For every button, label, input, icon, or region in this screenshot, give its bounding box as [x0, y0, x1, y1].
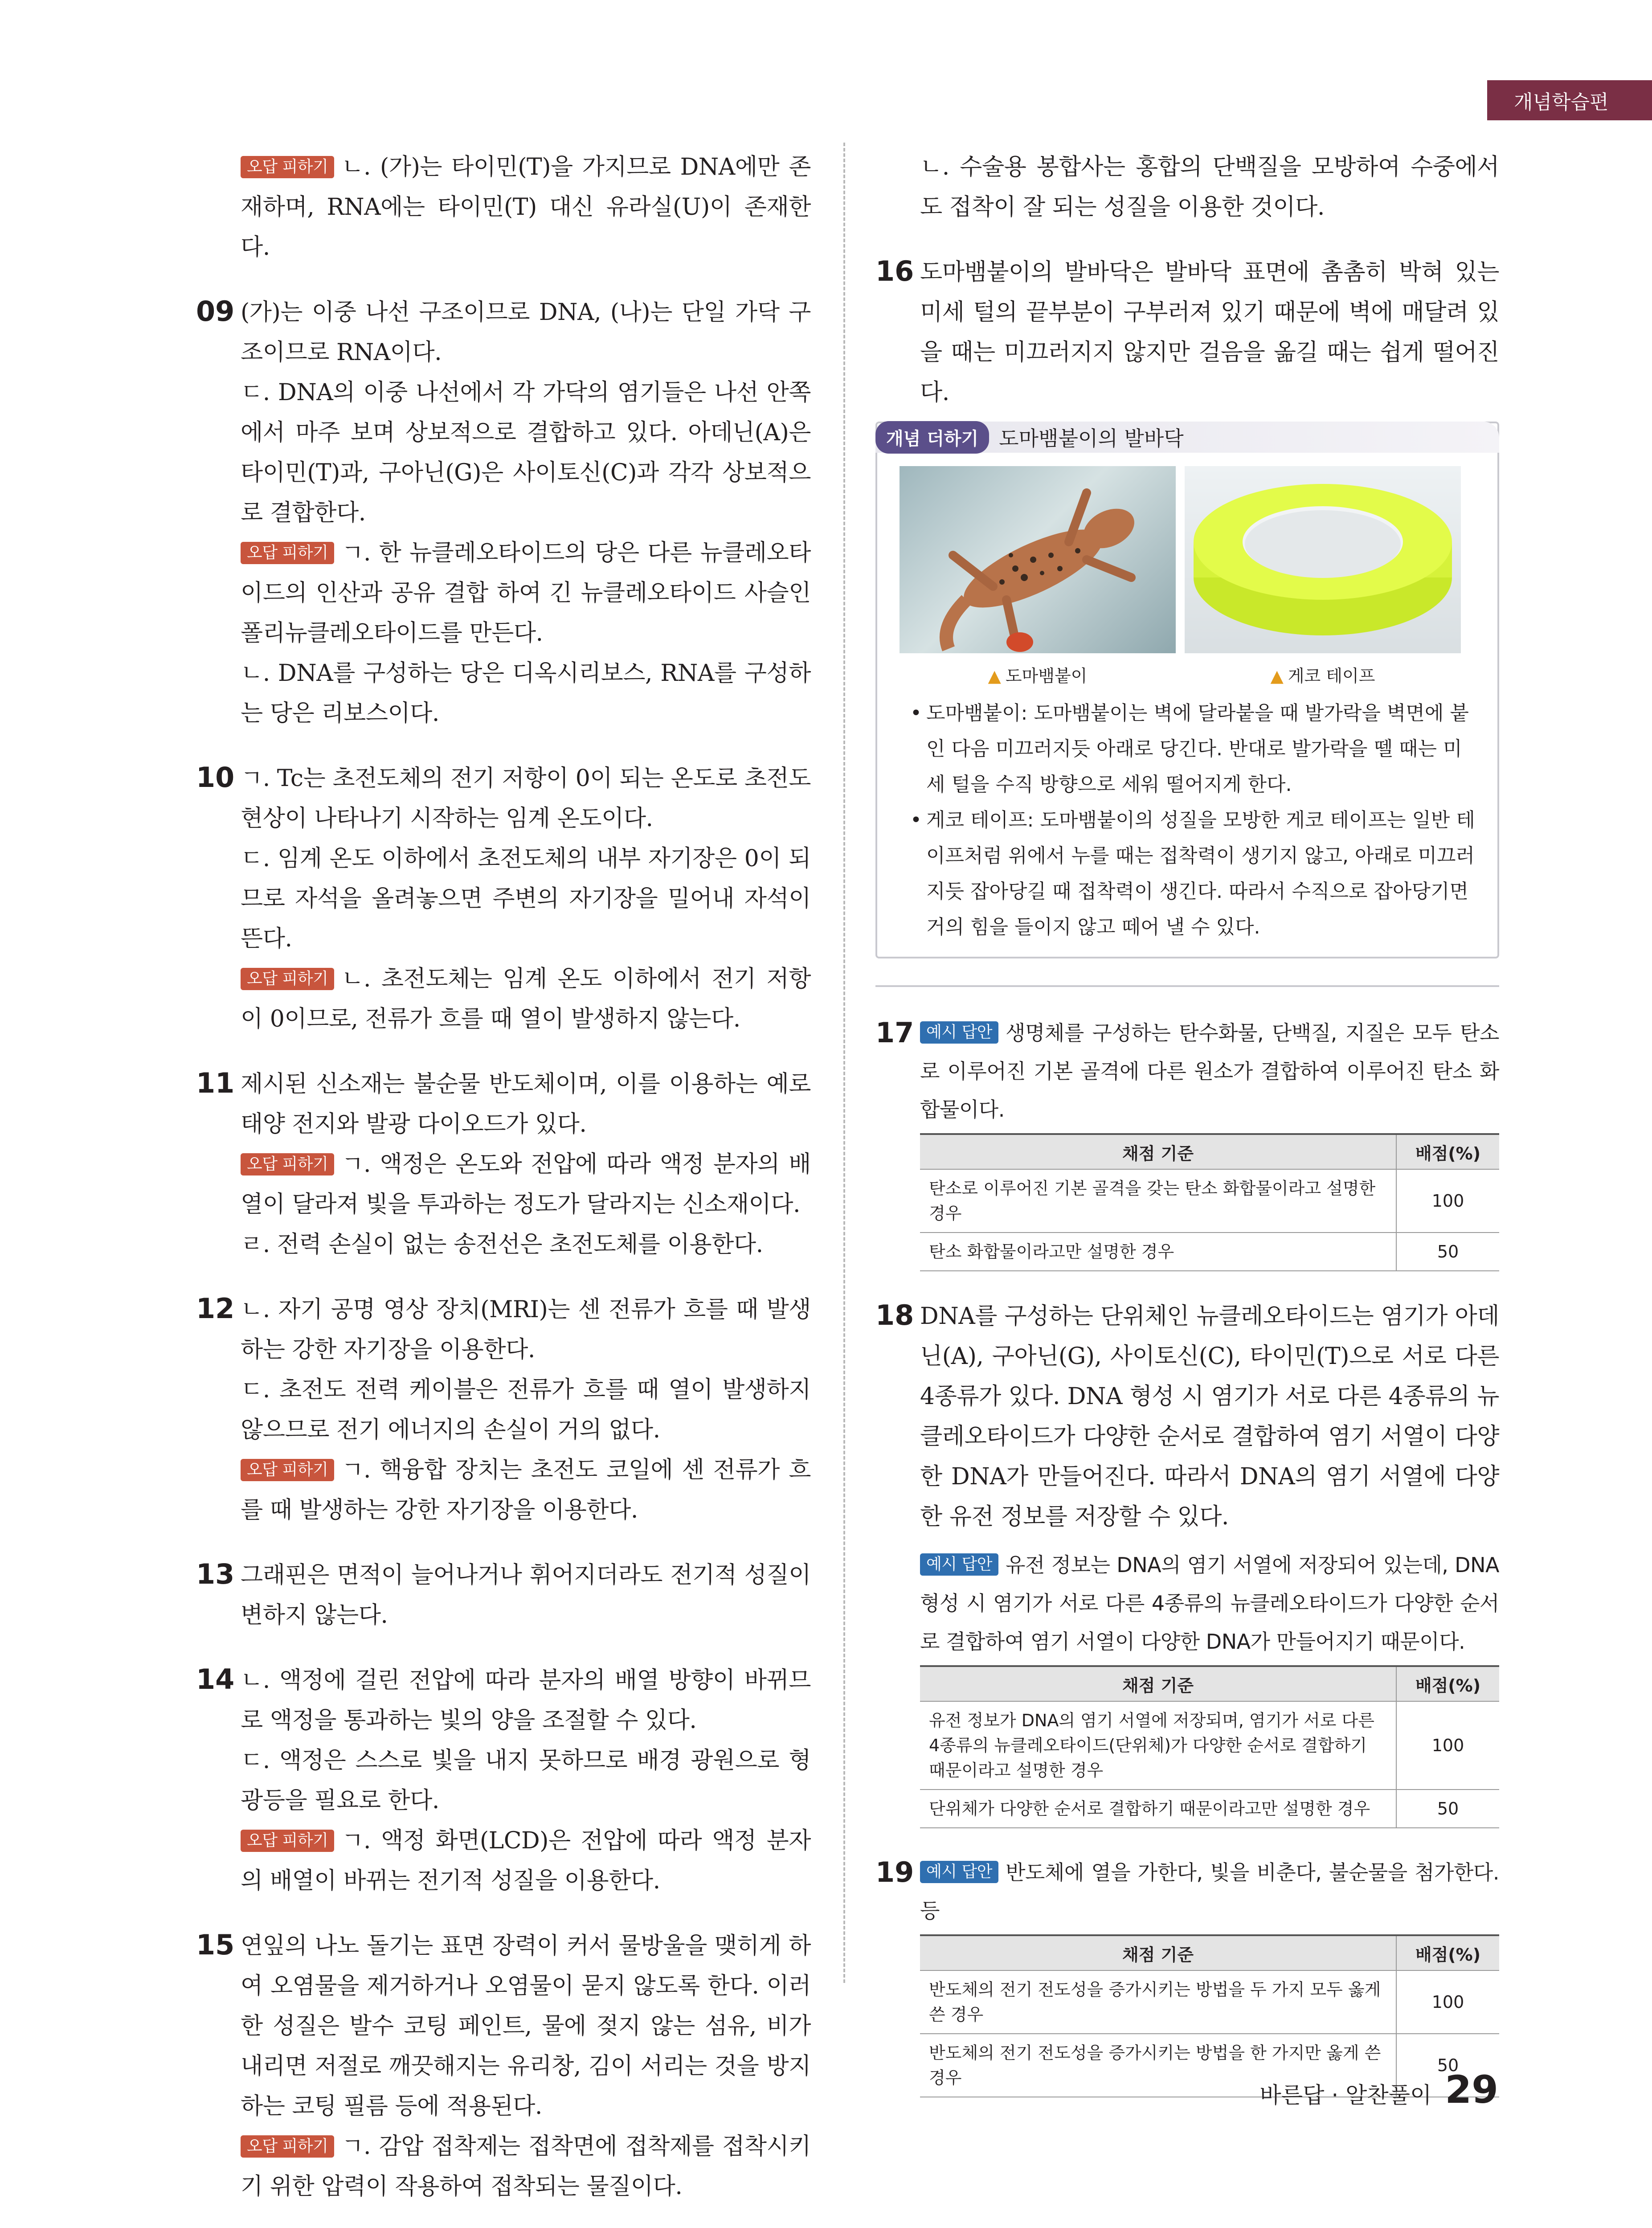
example-answer: 유전 정보는 DNA의 염기 서열에 저장되어 있는데, DNA 형성 시 염기가 서로 다른 4종류의 뉴클레오타이드가 다양한 순서로 결합하여 염기 서열이 다양한 DNA가 만들어지기 때문이다.: [920, 1553, 1499, 1654]
answer-text: ㄱ. Tc는 초전도체의 전기 저항이 0이 되는 온도로 초전도 현상이 나타나기 시작하는 임계 온도이다.: [241, 765, 811, 832]
answer-text: ㄷ. 초전도 전력 케이블은 전류가 흐를 때 열이 발생하지 않으므로 전기 에너지의 손실이 거의 없다.: [241, 1376, 811, 1443]
answer-text: ㄷ. DNA의 이중 나선에서 각 가닥의 염기들은 나선 안쪽에서 마주 보며 상보적으로 결합하고 있다. 아데닌(A)은 타이민(T)과, 구아닌(G)은 사이토신(C)과 각각 상보적으로 결합한다.: [241, 379, 811, 526]
question-number: 11: [196, 1067, 235, 1099]
avoid-badge: 오답 피하기: [241, 1153, 334, 1175]
triangle-icon: ▲: [988, 666, 1001, 686]
answer-text: ㄱ. 액정 화면(LCD)은 전압에 따라 액정 분자의 배열이 바뀌는 전기적 성질을 이용한다.: [241, 1827, 811, 1894]
question-number: 18: [875, 1299, 914, 1331]
triangle-icon: ▲: [1270, 666, 1284, 686]
q08-continued: [196, 147, 811, 267]
avoid-badge: 오답 피하기: [241, 968, 334, 990]
answer-text: ㄱ. 감압 접착제는 접착면에 접착제를 접착시키기 위한 압력이 작용하여 접착되는 물질이다.: [241, 2133, 811, 2200]
page-number: 29: [1445, 2068, 1498, 2112]
avoid-badge: 오답 피하기: [241, 1459, 334, 1481]
bullet-item: • 도마뱀붙이: 도마뱀붙이는 벽에 달라붙을 때 발가락을 벽면에 붙인 다음 미끄러지듯 아래로 당긴다. 반대로 발가락을 뗄 때는 미세 털을 수직 방향으로 세워 떨어지게 한다.: [926, 696, 1480, 803]
answer-text: ㄴ. 자기 공명 영상 장치(MRI)는 센 전류가 흐를 때 발생하는 강한 자기장을 이용한다.: [241, 1296, 811, 1363]
concept-plus-header: [875, 422, 1499, 453]
question-10: [196, 758, 811, 1039]
points-header: 배점(%): [1396, 1666, 1499, 1701]
right-column: [875, 147, 1499, 2122]
answer-text: (가)는 이중 나선 구조이므로 DNA, (나)는 단일 가닥 구조이므로 RNA이다.: [241, 299, 811, 366]
criteria-header: 채점 기준: [920, 1935, 1396, 1970]
example-answer: 생명체를 구성하는 탄수화물, 단백질, 지질은 모두 탄소로 이루어진 기본 골격에 다른 원소가 결합하여 이루어진 탄소 화합물이다.: [920, 1021, 1499, 1122]
points-header: 배점(%): [1396, 1935, 1499, 1970]
table-row: 반도체의 전기 전도성을 증가시키는 방법을 한 가지만 옳게 쓴 경우 50: [920, 2034, 1499, 2097]
answer-text: ㄹ. 전력 손실이 없는 송전선은 초전도체를 이용한다.: [241, 1231, 763, 1258]
answer-text: ㄷ. 액정은 스스로 빛을 내지 못하므로 배경 광원으로 형광등을 필요로 한다.: [241, 1747, 811, 1814]
example-badge: 예시 답안: [920, 1553, 998, 1576]
answer-text: ㄱ. 액정은 온도와 전압에 따라 액정 분자의 배열이 달라져 빛을 투과하는 정도가 달라지는 신소재이다.: [241, 1151, 811, 1218]
example-badge: 예시 답안: [920, 1021, 998, 1044]
answer-text: ㄴ. (가)는 타이민(T)을 가지므로 DNA에만 존재하며, RNA에는 타이민(T) 대신 유라실(U)이 존재한다.: [241, 154, 811, 261]
plus-badge: 개념 더하기: [875, 421, 989, 454]
photo-row: [877, 453, 1497, 653]
caption-tape: ▲ 게코 테이프: [1270, 666, 1375, 686]
question-number: 14: [196, 1663, 235, 1696]
answer-text: ㄴ. 액정에 걸린 전압에 따라 분자의 배열 방향이 바뀌므로 액정을 통과하는 빛의 양을 조절할 수 있다.: [241, 1667, 811, 1734]
example-badge: 예시 답안: [920, 1861, 998, 1883]
left-column: [196, 147, 811, 2228]
answer-text: 도마뱀붙이의 발바닥은 발바닥 표면에 촘촘히 박혀 있는 미세 털의 끝부분이 구부러져 있기 때문에 벽에 매달려 있을 때는 미끄러지지 않지만 걸음을 옮길 때는 쉽게 떨어진다.: [920, 259, 1499, 406]
question-13: [196, 1555, 811, 1635]
answer-text: ㄱ. 한 뉴클레오타이드의 당은 다른 뉴클레오타이드의 인산과 공유 결합 하여 긴 뉴클레오타이드 사슬인 폴리뉴클레오타이드를 만든다.: [241, 540, 811, 647]
section-rule: [875, 985, 1499, 987]
avoid-badge: 오답 피하기: [241, 542, 334, 564]
avoid-badge: 오답 피하기: [241, 2135, 334, 2158]
plus-bullets: [877, 696, 1497, 945]
answer-text: 제시된 신소재는 불순물 반도체이며, 이를 이용하는 예로 태양 전지와 발광 다이오드가 있다.: [241, 1071, 811, 1138]
answer-text: ㄴ. 초전도체는 임계 온도 이하에서 전기 저항이 0이므로, 전류가 흐를 때 열이 발생하지 않는다.: [241, 966, 811, 1032]
question-number: 10: [196, 761, 235, 794]
table-row: 단위체가 다양한 순서로 결합하기 때문이라고만 설명한 경우 50: [920, 1790, 1499, 1828]
question-17: [875, 1014, 1499, 1271]
answer-text: ㄷ. 임계 온도 이하에서 초전도체의 내부 자기장은 0이 되므로 자석을 올려놓으면 주변의 자기장을 밀어내 자석이 뜬다.: [241, 845, 811, 952]
question-16: [875, 252, 1499, 413]
question-number: 12: [196, 1292, 235, 1325]
example-answer: 반도체에 열을 가한다, 빛을 비춘다, 불순물을 첨가한다. 등: [920, 1860, 1499, 1923]
question-19: [875, 1853, 1499, 2097]
question-14: [196, 1660, 811, 1901]
q15-continued: [875, 147, 1499, 227]
question-number: 19: [875, 1856, 914, 1888]
table-row: 탄소로 이루어진 기본 골격을 갖는 탄소 화합물이라고 설명한 경우 100: [920, 1169, 1499, 1233]
criteria-header: 채점 기준: [920, 1666, 1396, 1701]
table-row: 유전 정보가 DNA의 염기 서열에 저장되며, 염기가 서로 다른 4종류의 뉴클레오타이드(단위체)가 다양한 순서로 결합하기 때문이라고 설명한 경우 100: [920, 1701, 1499, 1790]
question-number: 17: [875, 1016, 914, 1049]
photo-captions: [877, 653, 1497, 687]
plus-title: 도마뱀붙이의 발바닥: [999, 426, 1184, 451]
question-15: [196, 1926, 811, 2207]
gecko-photo: [900, 466, 1176, 653]
answer-text: ㄱ. 핵융합 장치는 초전도 코일에 센 전류가 흐를 때 발생하는 강한 자기장을 이용한다.: [241, 1457, 811, 1524]
question-12: [196, 1290, 811, 1530]
answer-text: DNA를 구성하는 단위체인 뉴클레오타이드는 염기가 아데닌(A), 구아닌(G), 사이토신(C), 타이민(T)으로 서로 다른 4종류가 있다. DNA 형성 시 염기가 서로 다른 4종류의 뉴클레오타이드가 다양한 순서로 결합하여 염기 서열이 다양한 DNA가 만들어진다. 따라서 DNA의 염기 서열에 다양한 유전 정보를 저장할 수 있다.: [920, 1303, 1499, 1530]
page-footer: [1260, 2068, 1498, 2112]
footer-label: 바른답 · 알찬풀이: [1259, 2082, 1432, 2108]
avoid-badge: 오답 피하기: [241, 156, 334, 178]
points-header: 배점(%): [1396, 1134, 1499, 1169]
caption-gecko: ▲ 도마뱀붙이: [988, 666, 1088, 686]
answer-text: 연잎의 나노 돌기는 표면 장력이 커서 물방울을 맺히게 하여 오염물을 제거하거나 오염물이 묻지 않도록 한다. 이러한 성질은 발수 코팅 페인트, 물에 젖지 않는 섬유, 비가 내리면 저절로 깨끗해지는 유리창, 김이 서리는 것을 방지하는 코팅 필름 등에 적용된다.: [241, 1933, 811, 2120]
criteria-header: 채점 기준: [920, 1134, 1396, 1169]
answer-text: ㄴ. DNA를 구성하는 당은 디옥시리보스, RNA를 구성하는 당은 리보스이다.: [241, 660, 811, 727]
question-11: [196, 1064, 811, 1265]
avoid-badge: 오답 피하기: [241, 1830, 334, 1852]
bullet-item: • 게코 테이프: 도마뱀붙이의 성질을 모방한 게코 테이프는 일반 테이프처럼 위에서 누를 때는 접착력이 생기지 않고, 아래로 미끄러지듯 잡아당길 때 접착력이 생긴다. 따라서 수직으로 잡아당기면 거의 힘을 들이지 않고 떼어 낼 수 있다.: [926, 803, 1480, 945]
question-18: [875, 1296, 1499, 1828]
question-09: [196, 292, 811, 733]
question-number: 09: [196, 295, 235, 328]
question-number: 16: [875, 255, 914, 287]
scoring-table: [920, 1665, 1499, 1828]
table-row: 반도체의 전기 전도성을 증가시키는 방법을 두 가지 모두 옳게 쓴 경우 100: [920, 1970, 1499, 2034]
column-divider: [843, 143, 845, 1983]
scoring-table: [920, 1133, 1499, 1271]
question-number: 13: [196, 1558, 235, 1590]
question-number: 15: [196, 1929, 235, 1961]
concept-plus-box: [875, 422, 1499, 958]
gecko-tape-photo: [1185, 466, 1461, 653]
table-row: 탄소 화합물이라고만 설명한 경우 50: [920, 1233, 1499, 1271]
answer-text: ㄴ. 수술용 봉합사는 홍합의 단백질을 모방하여 수중에서도 접착이 잘 되는 성질을 이용한 것이다.: [920, 154, 1499, 221]
section-tag: 개념학습편: [1487, 80, 1652, 120]
answer-text: 그래핀은 면적이 늘어나거나 휘어지더라도 전기적 성질이 변하지 않는다.: [241, 1562, 811, 1629]
